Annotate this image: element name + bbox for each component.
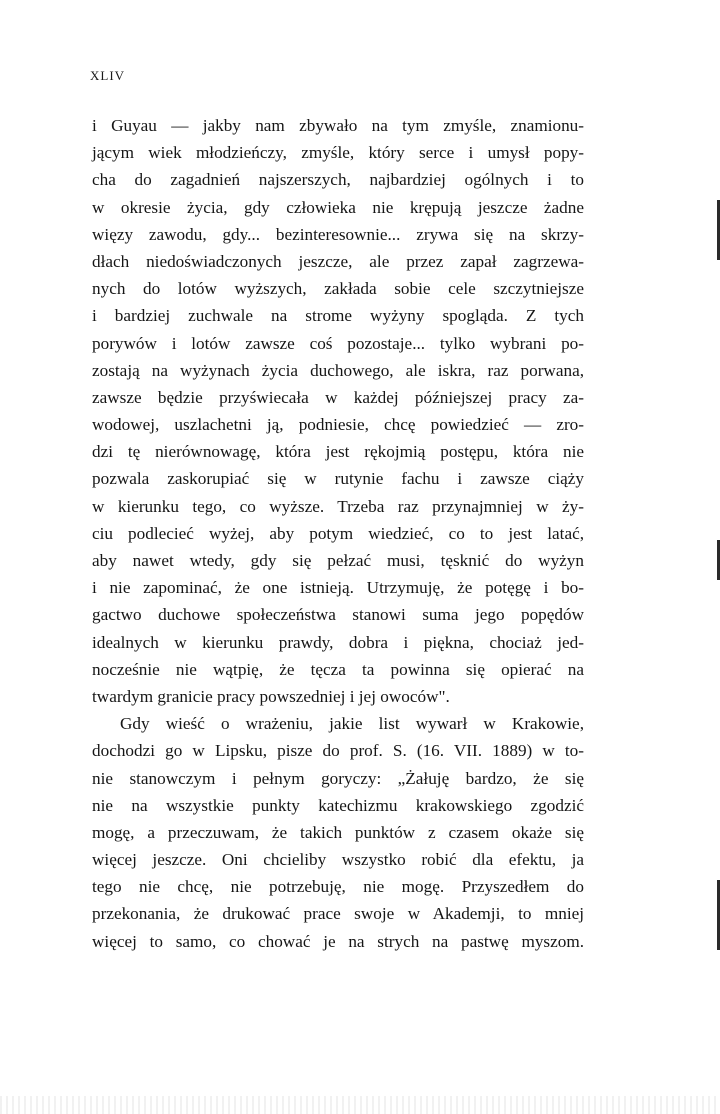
page-number: XLIV: [90, 68, 126, 83]
body-text: [92, 112, 584, 955]
text-line: porywów i lotów zawsze coś pozostaje... tylko wybrani po-: [92, 333, 584, 353]
text-line: ciu podlecieć wyżej, aby potym wiedzieć, co to jest latać,: [92, 523, 584, 543]
text-line: wodowej, uszlachetni ją, podniesie, chcę powiedzieć — zro-: [92, 415, 584, 435]
text-line: idealnych w kierunku prawdy, dobra i piękna, chociaż jed-: [92, 632, 584, 652]
text-line: nie na wszystkie punkty katechizmu krakowskiego zgodzić: [92, 795, 584, 815]
text-line: nocześnie nie wątpię, że tęcza ta powinna się opierać na: [92, 659, 584, 679]
text-line: dłach niedoświadczonych jeszcze, ale przez zapał zagrzewa-: [92, 251, 584, 271]
text-line: zostają na wyżynach życia duchowego, ale iskra, raz porwana,: [92, 360, 584, 380]
text-line: mogę, a przeczuwam, że takich punktów z czasem okaże się: [92, 822, 584, 842]
text-line: więcej jeszcze. Oni chcieliby wszystko robić dla efektu, ja: [92, 850, 584, 870]
text-line: więcej to samo, co chować je na strych na pastwę myszom.: [92, 931, 584, 951]
text-line: w kierunku tego, co wyższe. Trzeba raz przynajmniej w ży-: [92, 496, 584, 516]
text-line: nie stanowczym i pełnym goryczy: „Żałuję bardzo, że się: [92, 768, 584, 788]
text-line: pozwala zaskorupiać się w rutynie fachu i zawsze ciąży: [92, 469, 584, 489]
text-line: i Guyau — jakby nam zbywało na tym zmyśle, znamionu-: [92, 116, 584, 135]
text-line: twardym granicie pracy powszedniej i jej owoców".: [92, 686, 450, 706]
text-line: przekonania, że drukować prace swoje w Akademji, to mniej: [92, 904, 584, 924]
text-line: Gdy wieść o wrażeniu, jakie list wywarł w Krakowie,: [120, 714, 584, 734]
text-line: tego nie chcę, nie potrzebuję, nie mogę. Przyszedłem do: [92, 877, 584, 897]
text-line: dzi tę nierównowagę, która jest rękojmią postępu, która nie: [92, 442, 584, 462]
text-line: jącym wiek młodzieńczy, zmyśle, który serce i umysł popy-: [92, 143, 584, 163]
text-line: i bardziej zuchwale na strome wyżyny spogląda. Z tych: [92, 306, 584, 326]
text-line: nych do lotów wyższych, zakłada sobie cele szczytniejsze: [92, 279, 584, 299]
text-line: i nie zapominać, że one istnieją. Utrzymuję, że potęgę i bo-: [92, 578, 584, 598]
text-line: gactwo duchowe społeczeństwa stanowi suma jego popędów: [92, 605, 584, 625]
text-line: aby nawet wtedy, gdy się pełzać musi, tęsknić do wyżyn: [92, 551, 584, 570]
text-line: dochodzi go w Lipsku, pisze do prof. S. (16. VII. 1889) w to-: [92, 741, 584, 761]
text-line: w okresie życia, gdy człowieka nie krępują jeszcze żadne: [92, 197, 584, 217]
text-line: więzy zawodu, gdy... bezinteresownie... zrywa się na skrzy-: [92, 224, 584, 244]
text-line: cha do zagadnień najszerszych, najbardziej ogólnych i to: [92, 170, 584, 190]
scan-bottom-noise: [0, 1096, 720, 1114]
text-line: zawsze będzie przyświecała w każdej późniejszej pracy za-: [92, 387, 584, 407]
